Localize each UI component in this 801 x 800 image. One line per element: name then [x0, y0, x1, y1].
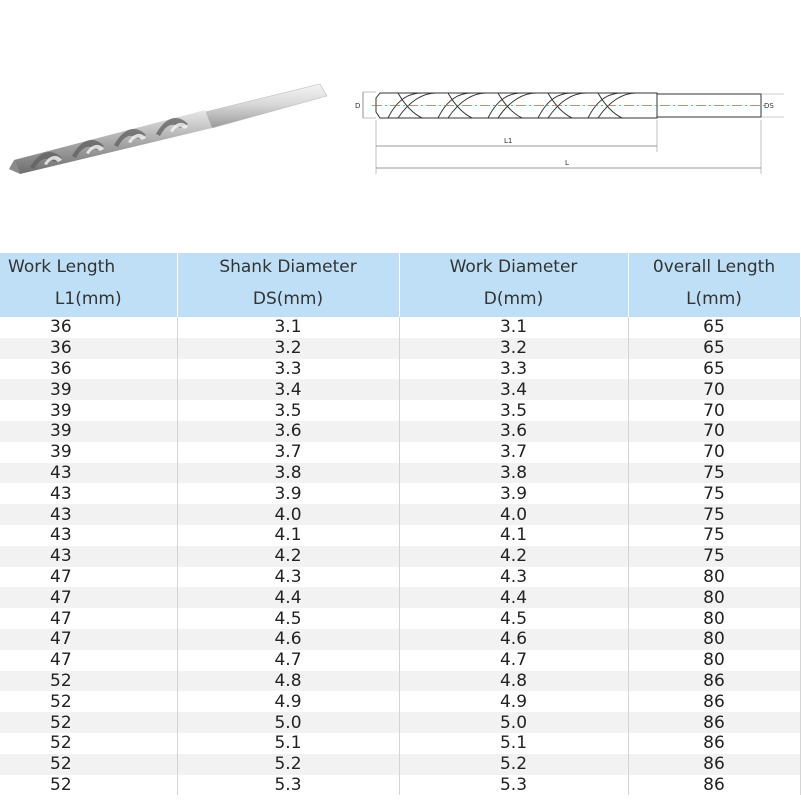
overall-length-cell: 75 — [628, 504, 800, 525]
shank-diameter-cell: 4.9 — [177, 691, 399, 712]
overall-length-cell: 70 — [628, 400, 800, 421]
shank-diameter-cell: 4.5 — [177, 608, 399, 629]
work-length-cell: 36 — [0, 359, 177, 380]
header-overall-length: 0verall Length L(mm) — [628, 253, 800, 317]
header-work-length: Work Length L1(mm) — [0, 253, 177, 317]
work-length-cell: 39 — [0, 400, 177, 421]
shank-diameter-cell: 3.9 — [177, 483, 399, 504]
work-length-cell: 52 — [0, 754, 177, 775]
overall-length-cell: 75 — [628, 463, 800, 484]
work-diameter-cell: 4.6 — [399, 629, 628, 650]
work-length-cell: 47 — [0, 650, 177, 671]
table-row — [0, 483, 800, 504]
drill-bit-diagram — [350, 76, 774, 186]
shank-diameter-cell: 4.3 — [177, 567, 399, 588]
overall-length-cell: 86 — [628, 754, 800, 775]
work-diameter-cell: 5.0 — [399, 712, 628, 733]
work-length-cell: 43 — [0, 546, 177, 567]
work-length-cell: 39 — [0, 379, 177, 400]
table-row — [0, 587, 800, 608]
work-length-cell: 47 — [0, 567, 177, 588]
work-diameter-cell: 5.2 — [399, 754, 628, 775]
overall-length-cell: 80 — [628, 629, 800, 650]
work-length-cell: 52 — [0, 671, 177, 692]
overall-length-cell: 86 — [628, 671, 800, 692]
table-row — [0, 525, 800, 546]
work-diameter-cell: 4.0 — [399, 504, 628, 525]
work-diameter-cell: 4.8 — [399, 671, 628, 692]
work-diameter-cell: 4.7 — [399, 650, 628, 671]
shank-diameter-cell: 4.7 — [177, 650, 399, 671]
work-length-cell: 36 — [0, 338, 177, 359]
work-diameter-cell: 4.3 — [399, 567, 628, 588]
overall-length-cell: 86 — [628, 691, 800, 712]
shank-diameter-cell: 4.0 — [177, 504, 399, 525]
table-row — [0, 567, 800, 588]
table-row — [0, 733, 800, 754]
table-row — [0, 629, 800, 650]
overall-length-cell: 86 — [628, 712, 800, 733]
overall-length-cell: 70 — [628, 421, 800, 442]
table-row — [0, 463, 800, 484]
shank-diameter-cell: 3.1 — [177, 317, 399, 338]
work-length-cell: 47 — [0, 629, 177, 650]
header-work-diameter: Work Diameter D(mm) — [399, 253, 628, 317]
work-diameter-cell: 3.5 — [399, 400, 628, 421]
specification-table — [0, 253, 801, 795]
work-diameter-cell: 4.2 — [399, 546, 628, 567]
shank-diameter-cell: 5.1 — [177, 733, 399, 754]
overall-length-cell: 86 — [628, 775, 800, 796]
table-row — [0, 338, 800, 359]
table-row — [0, 504, 800, 525]
shank-diameter-cell: 3.2 — [177, 338, 399, 359]
shank-diameter-cell: 3.3 — [177, 359, 399, 380]
table-row — [0, 608, 800, 629]
table-row — [0, 754, 800, 775]
work-diameter-cell: 3.3 — [399, 359, 628, 380]
work-diameter-cell: 3.1 — [399, 317, 628, 338]
table-row — [0, 317, 800, 338]
work-diameter-cell: 3.6 — [399, 421, 628, 442]
work-length-cell: 36 — [0, 317, 177, 338]
shank-diameter-cell: 3.7 — [177, 442, 399, 463]
work-diameter-cell: 5.1 — [399, 733, 628, 754]
work-diameter-cell: 5.3 — [399, 775, 628, 796]
work-diameter-cell: 3.2 — [399, 338, 628, 359]
overall-length-cell: 70 — [628, 379, 800, 400]
work-diameter-cell: 3.8 — [399, 463, 628, 484]
work-length-cell: 52 — [0, 712, 177, 733]
work-length-cell: 43 — [0, 463, 177, 484]
drill-bit-photo — [0, 70, 335, 185]
shank-diameter-cell: 3.4 — [177, 379, 399, 400]
overall-length-cell: 80 — [628, 567, 800, 588]
product-illustration-area — [0, 0, 800, 253]
work-length-cell: 52 — [0, 733, 177, 754]
shank-diameter-cell: 4.4 — [177, 587, 399, 608]
table-row — [0, 650, 800, 671]
shank-diameter-cell: 4.6 — [177, 629, 399, 650]
table-row — [0, 359, 800, 380]
overall-length-cell: 75 — [628, 483, 800, 504]
table-row — [0, 421, 800, 442]
work-diameter-cell: 4.9 — [399, 691, 628, 712]
shank-diameter-cell: 5.2 — [177, 754, 399, 775]
overall-length-cell: 65 — [628, 359, 800, 380]
work-diameter-cell: 3.7 — [399, 442, 628, 463]
table-body — [0, 317, 800, 795]
work-length-cell: 52 — [0, 775, 177, 796]
work-diameter-cell: 3.4 — [399, 379, 628, 400]
work-length-cell: 39 — [0, 421, 177, 442]
shank-diameter-cell: 3.8 — [177, 463, 399, 484]
overall-length-cell: 70 — [628, 442, 800, 463]
table-row — [0, 712, 800, 733]
shank-diameter-cell: 4.8 — [177, 671, 399, 692]
table-row — [0, 400, 800, 421]
shank-diameter-cell: 5.3 — [177, 775, 399, 796]
table-row — [0, 691, 800, 712]
work-diameter-cell: 3.9 — [399, 483, 628, 504]
overall-length-cell: 80 — [628, 587, 800, 608]
work-diameter-cell: 4.4 — [399, 587, 628, 608]
work-length-cell: 47 — [0, 608, 177, 629]
work-length-cell: 52 — [0, 691, 177, 712]
shank-diameter-cell: 3.6 — [177, 421, 399, 442]
overall-length-cell: 75 — [628, 546, 800, 567]
table-header-row — [0, 253, 800, 317]
table-row — [0, 775, 800, 796]
table-row — [0, 379, 800, 400]
dimension-l-label: L — [565, 159, 569, 167]
table-row — [0, 671, 800, 692]
overall-length-cell: 65 — [628, 317, 800, 338]
work-length-cell: 43 — [0, 483, 177, 504]
shank-diameter-cell: 3.5 — [177, 400, 399, 421]
overall-length-cell: 86 — [628, 733, 800, 754]
work-diameter-cell: 4.1 — [399, 525, 628, 546]
shank-diameter-cell: 5.0 — [177, 712, 399, 733]
work-length-cell: 43 — [0, 525, 177, 546]
table-row — [0, 546, 800, 567]
work-length-cell: 43 — [0, 504, 177, 525]
dimension-l1-label: L1 — [504, 137, 513, 145]
overall-length-cell: 80 — [628, 608, 800, 629]
dimension-ds-label: DS — [764, 102, 774, 110]
overall-length-cell: 75 — [628, 525, 800, 546]
work-length-cell: 39 — [0, 442, 177, 463]
shank-diameter-cell: 4.2 — [177, 546, 399, 567]
work-diameter-cell: 4.5 — [399, 608, 628, 629]
work-length-cell: 47 — [0, 587, 177, 608]
header-shank-diameter: Shank Diameter DS(mm) — [177, 253, 399, 317]
dimension-d-label: D — [355, 102, 361, 110]
overall-length-cell: 65 — [628, 338, 800, 359]
shank-diameter-cell: 4.1 — [177, 525, 399, 546]
table-row — [0, 442, 800, 463]
overall-length-cell: 80 — [628, 650, 800, 671]
